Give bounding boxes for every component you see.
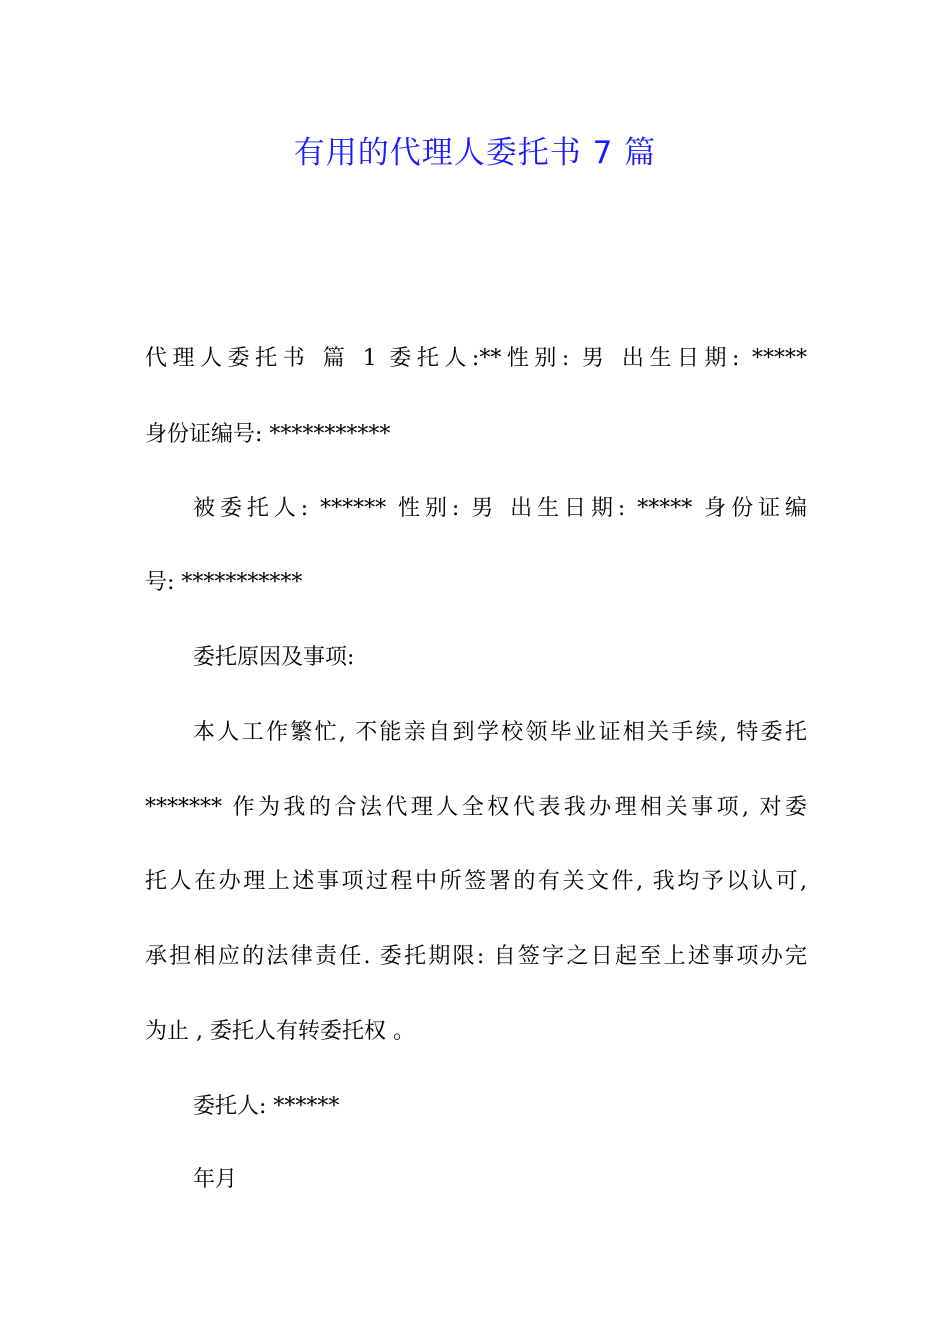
signature-principal: 委托人: ******	[193, 1094, 340, 1119]
paragraph-line-principal: 代理人委托书 篇 1 委托人:**性别: 男 出生日期: *****	[145, 346, 807, 371]
paragraph-line-body-2: ******* 作为我的合法代理人全权代表我办理相关事项, 对委	[145, 795, 807, 820]
paragraph-line-agent-id: 号: ***********	[145, 570, 303, 595]
paragraph-line-body-4: 承担相应的法律责任. 委托期限: 自签字之日起至上述事项办完	[145, 944, 807, 969]
document-title: 有用的代理人委托书 7 篇	[293, 135, 657, 171]
paragraph-line-body-5: 为止 , 委托人有转委托权 。	[145, 1019, 415, 1044]
signature-date: 年月	[193, 1167, 238, 1192]
paragraph-line-body-1: 本人工作繁忙, 不能亲自到学校领毕业证相关手续, 特委托	[193, 720, 807, 745]
paragraph-line-agent: 被委托人: ****** 性别: 男 出生日期: ***** 身份证编	[193, 496, 807, 521]
section-heading-reason: 委托原因及事项:	[193, 645, 355, 670]
paragraph-line-principal-id: 身份证编号: ***********	[145, 422, 391, 447]
paragraph-line-body-3: 托人在办理上述事项过程中所签署的有关文件, 我均予以认可,	[145, 869, 807, 894]
